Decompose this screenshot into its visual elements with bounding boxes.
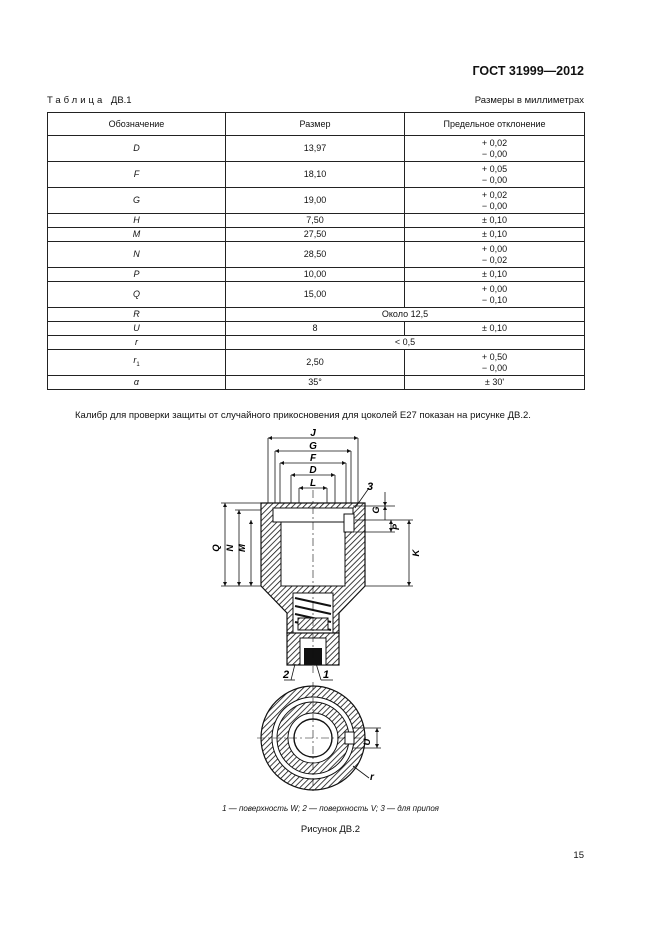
symbol-value: P [133,269,140,279]
deviation-value: ± 0,10 [482,323,507,333]
figure-title: Рисунок ДВ.2 [300,824,361,835]
units-note: Размеры в миллиметрах [474,95,584,106]
dim-label-g: G [309,441,317,452]
deviation-value: − 0,00 [481,362,508,373]
table-row [48,282,585,308]
table-row [48,322,585,336]
symbol-cell [48,242,226,268]
size-cell: 13,97 [226,136,405,162]
symbol-cell [48,282,226,308]
size-cell: 15,00 [226,282,405,308]
deviation-cell [405,350,585,376]
gauge-drawing [195,428,425,798]
symbol-value: U [133,323,140,333]
symbol-value: D [133,143,140,153]
dim-label-j: J [310,428,316,439]
merged-value-cell: Около 12,5 [226,308,585,322]
dim-label-f: F [309,453,317,464]
deviation-value: − 0,00 [481,200,508,211]
dim-label-d: D [309,465,317,476]
deviation-value: − 0,00 [481,148,508,159]
symbol-subscript: 1 [136,361,140,368]
dim-label-q: Q [211,544,222,552]
symbol-cell [48,322,226,336]
symbol-cell [48,136,226,162]
table-row [48,376,585,390]
table-row [48,336,585,350]
deviation-cell [405,136,585,162]
dim-label-u: U [362,738,373,746]
table-row [48,268,585,282]
deviation-value: + 0,02 [481,189,508,200]
symbol-cell [48,376,226,390]
page-number: 15 [573,850,584,861]
size-cell: 35° [226,376,405,390]
symbol-cell [48,308,226,322]
deviation-value: + 0,02 [481,137,508,148]
deviation-value: ± 0,10 [482,215,507,225]
deviation-value: − 0,02 [481,254,508,265]
deviation-cell [405,228,585,242]
document-header: ГОСТ 31999—2012 [472,64,584,78]
size-cell: 19,00 [226,188,405,214]
deviation-cell [405,282,585,308]
symbol-value: r [135,337,138,347]
deviation-value: − 0,00 [481,174,508,185]
table-row [48,162,585,188]
deviation-value: + 0,50 [481,351,508,362]
table-caption [47,95,132,106]
callout-1: 1 [323,669,330,681]
table-row [48,188,585,214]
deviation-value: ± 30' [484,377,505,387]
dim-label-k: K [411,549,422,557]
dim-label-r: r [370,772,374,783]
symbol-cell [48,336,226,350]
size-cell: 7,50 [226,214,405,228]
table-row [48,350,585,376]
column-header: Предельное отклонение [405,113,585,136]
symbol-cell [48,162,226,188]
symbol-value: M [132,229,141,239]
deviation-cell [405,162,585,188]
table-header-row [48,113,585,136]
dim-label-p: P [391,523,401,531]
deviation-value: + 0,00 [481,243,508,254]
deviation-value: + 0,00 [481,283,508,294]
figure-reference-text: Калибр для проверки защиты от случайного прикосновения для цоколей Е27 показан на рисунке ДВ.2. [75,410,531,421]
dim-label-m: M [237,544,248,552]
deviation-cell [405,188,585,214]
symbol-value: F [133,169,140,179]
symbol-value: H [133,215,140,225]
column-header: Размер [226,113,405,136]
table-row [48,214,585,228]
symbol-cell [48,188,226,214]
deviation-cell [405,322,585,336]
deviation-cell [405,214,585,228]
dim-label-n: N [225,544,236,552]
deviation-cell [405,268,585,282]
figure-legend: 1 — поверхность W; 2 — поверхность V; 3 — для припоя [222,804,439,813]
dimensions-table [47,112,585,390]
merged-value-cell: < 0,5 [226,336,585,350]
table-row [48,242,585,268]
size-cell: 10,00 [226,268,405,282]
deviation-cell [405,376,585,390]
symbol-cell [48,214,226,228]
table-caption-prefix: Таблица [47,95,106,106]
symbol-cell [48,228,226,242]
symbol-value: α [133,377,140,387]
symbol-value: G [132,195,140,205]
dim-label-l: L [309,478,317,489]
deviation-value: ± 0,10 [482,229,507,239]
symbol-cell [48,350,226,376]
deviation-cell [405,242,585,268]
deviation-value: ± 0,10 [482,269,507,279]
symbol-value: Q [132,289,140,299]
size-cell: 28,50 [226,242,405,268]
callout-3: 3 [367,481,374,493]
deviation-value: − 0,10 [481,294,508,305]
table-row [48,136,585,162]
column-header: Обозначение [48,113,226,136]
deviation-value: + 0,05 [481,163,508,174]
dim-label-g-small: G [371,506,381,514]
symbol-value: N [133,249,140,259]
symbol-cell [48,268,226,282]
table-row [48,228,585,242]
table-row [48,308,585,322]
size-cell: 8 [226,322,405,336]
symbol-value: r [133,354,137,365]
size-cell: 27,50 [226,228,405,242]
callout-2: 2 [283,669,290,681]
table-caption-number: ДВ.1 [110,95,132,106]
size-cell: 2,50 [226,350,405,376]
size-cell: 18,10 [226,162,405,188]
symbol-value: R [133,309,140,319]
